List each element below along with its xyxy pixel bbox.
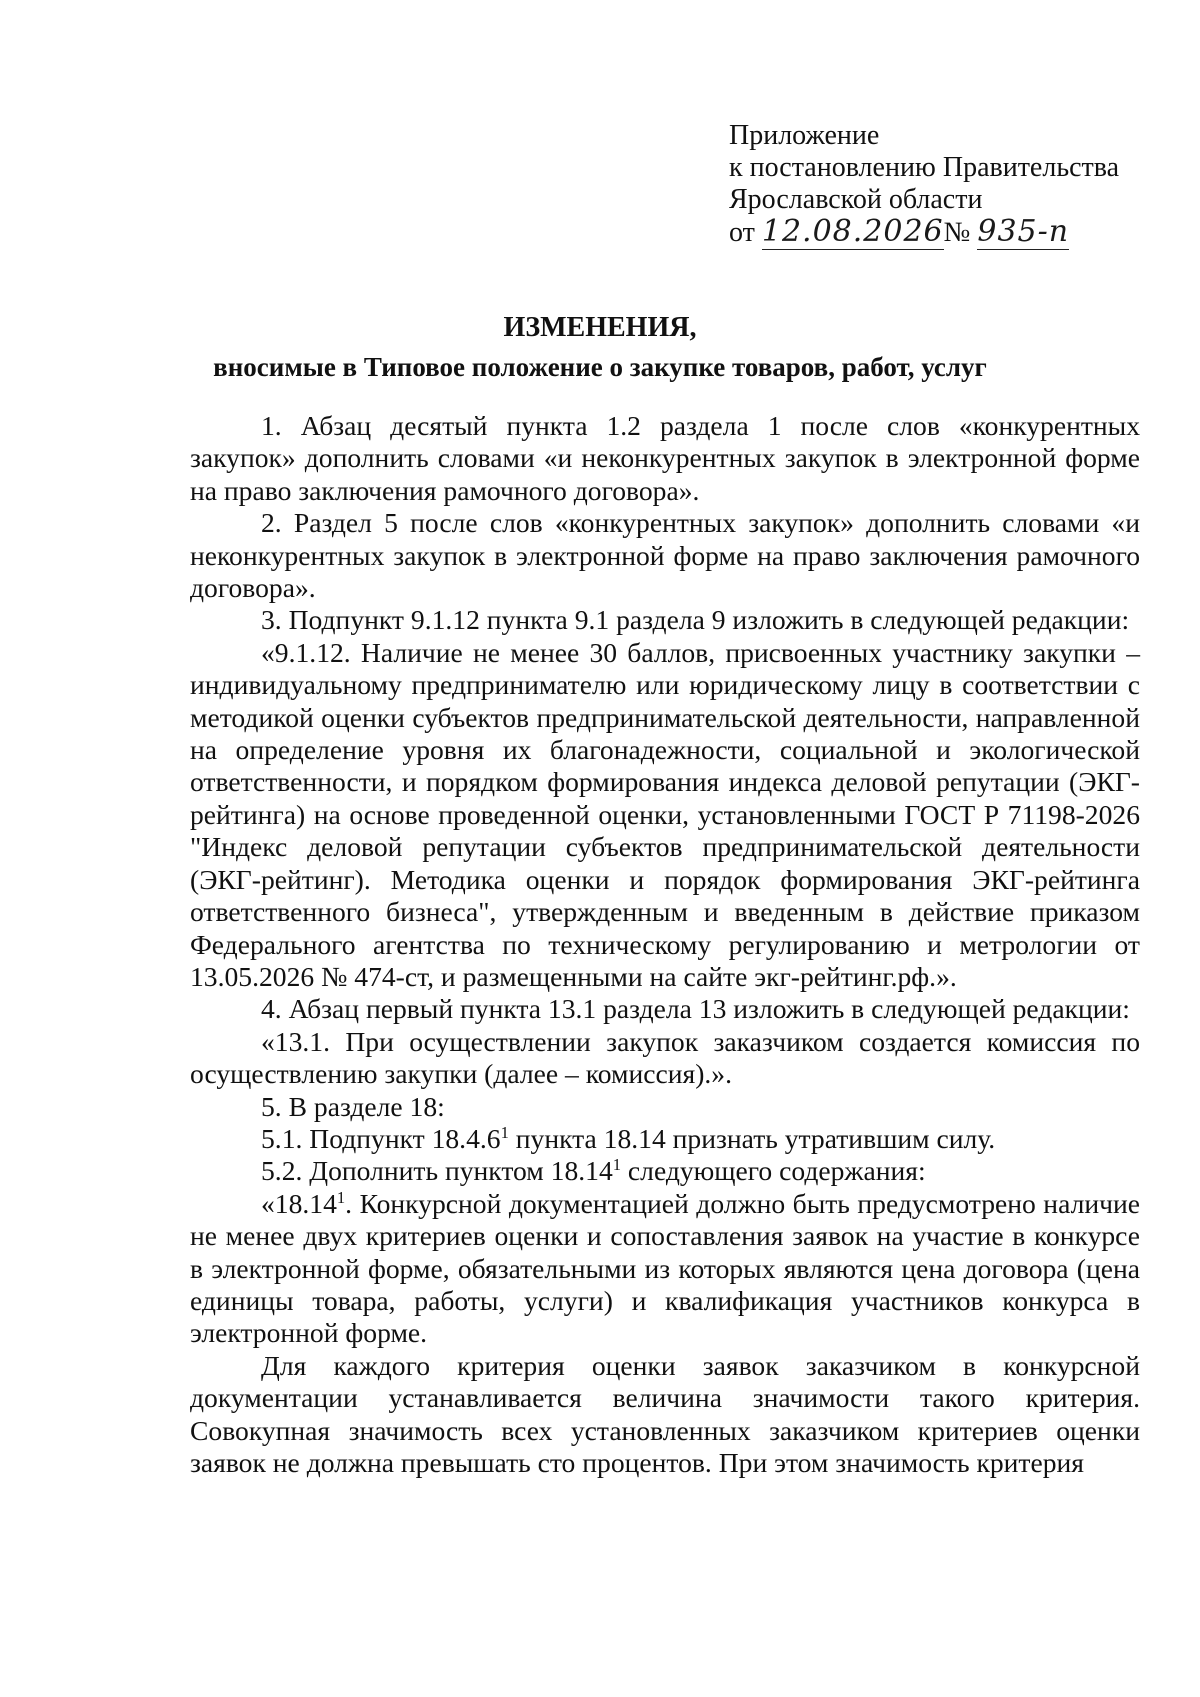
paragraph-2: 2. Раздел 5 после слов «конкурентных закупок» дополнить словами «и неконкурентных закупок в электронной форме на право заключения рамочного договора». [190, 507, 1140, 604]
paragraph-3: 3. Подпункт 9.1.12 пункта 9.1 раздела 9 изложить в следующей редакции: [261, 604, 1130, 636]
paragraph-1: 1. Абзац десятый пункта 1.2 раздела 1 после слов «конкурентных закупок» дополнить словами «и неконкурентных закупок в электронной форме на право заключения рамочного договора». [190, 410, 1140, 506]
paragraph-6: «13.1. При осуществлении закупок заказчиком создается комиссия по осуществлению закупки (далее – комиссия).». [190, 1025, 1140, 1090]
paragraph-9-start: 5.2. Дополнить пунктом 18.14 [261, 1155, 613, 1187]
paragraph-10 [190, 1188, 1140, 1350]
paragraph-8-start: 5.1. Подпункт 18.4.6 [261, 1122, 501, 1154]
document-subtitle: вносимые в Типовое положение о закупке товаров, работ, услуг [213, 352, 987, 382]
document-body [190, 410, 1140, 1479]
annex-line-4 [729, 216, 1119, 249]
superscript: 1 [500, 1122, 509, 1142]
paragraph-9-end: следующего содержания: [621, 1155, 926, 1187]
paragraph-7: 5. В разделе 18: [261, 1090, 445, 1122]
paragraph-4: «9.1.12. Наличие не менее 30 баллов, присвоенных участнику закупки – индивидуальному предпринимателю или юридическому лицу в соответствии с методикой оценки субъектов предпринимательской деятельности, направленной на определение уровня их благонадежности, социальной и экологической ответственности, и порядком формирования индекса деловой репутации (ЭКГ-рейтинга) на основе проведенной оценки, установленными ГОСТ Р 71198-2026 "Индекс деловой репутации субъектов предпринимательской деятельности (ЭКГ-рейтинг). Методика оценки и порядок формирования ЭКГ-рейтинга ответственного бизнеса", утвержденным и введенным в действие приказом Федерального агентства по техническому регулированию и метрологии от 13.05.2026 № 474-ст, и размещенными на сайте экг-рейтинг.рф.». [190, 636, 1140, 992]
paragraph-10-end: . Конкурсной документацией должно быть предусмотрено наличие не менее двух критериев оценки и сопоставления заявок на участие в конкурсе в электронной форме, обязательными из которых являются цена договора (цена единицы товара, работы, услуги) и квалификация участников конкурса в электронной форме. [190, 1187, 1140, 1349]
paragraph-11: Для каждого критерия оценки заявок заказчиком в конкурсной документации устанавливается величина значимости такого критерия. Совокупная значимость всех установленных заказчиком критериев оценки заявок не должна превышать сто процентов. При этом значимость критерия [190, 1349, 1140, 1478]
superscript: 1 [336, 1187, 346, 1207]
paragraph-8-end: пункта 18.14 признать утратившим силу. [508, 1122, 996, 1154]
annex-line-1: Приложение [729, 120, 880, 151]
number-label: № [943, 217, 971, 248]
paragraph-9 [190, 1155, 1140, 1187]
superscript: 1 [612, 1155, 622, 1175]
annex-header [729, 120, 1119, 249]
handwritten-date: 12.08.2026 [761, 214, 944, 249]
annex-line-2: к постановлению Правительства [729, 152, 1120, 183]
paragraph-8 [190, 1123, 1140, 1155]
paragraph-10-start: «18.14 [261, 1187, 337, 1219]
document-title: ИЗМЕНЕНИЯ, [503, 312, 697, 343]
handwritten-number: 935-п [977, 214, 1070, 249]
from-label: от [729, 217, 755, 248]
annex-line-3: Ярославской области [729, 184, 983, 215]
paragraph-5: 4. Абзац первый пункта 13.1 раздела 13 изложить в следующей редакции: [261, 993, 1130, 1025]
